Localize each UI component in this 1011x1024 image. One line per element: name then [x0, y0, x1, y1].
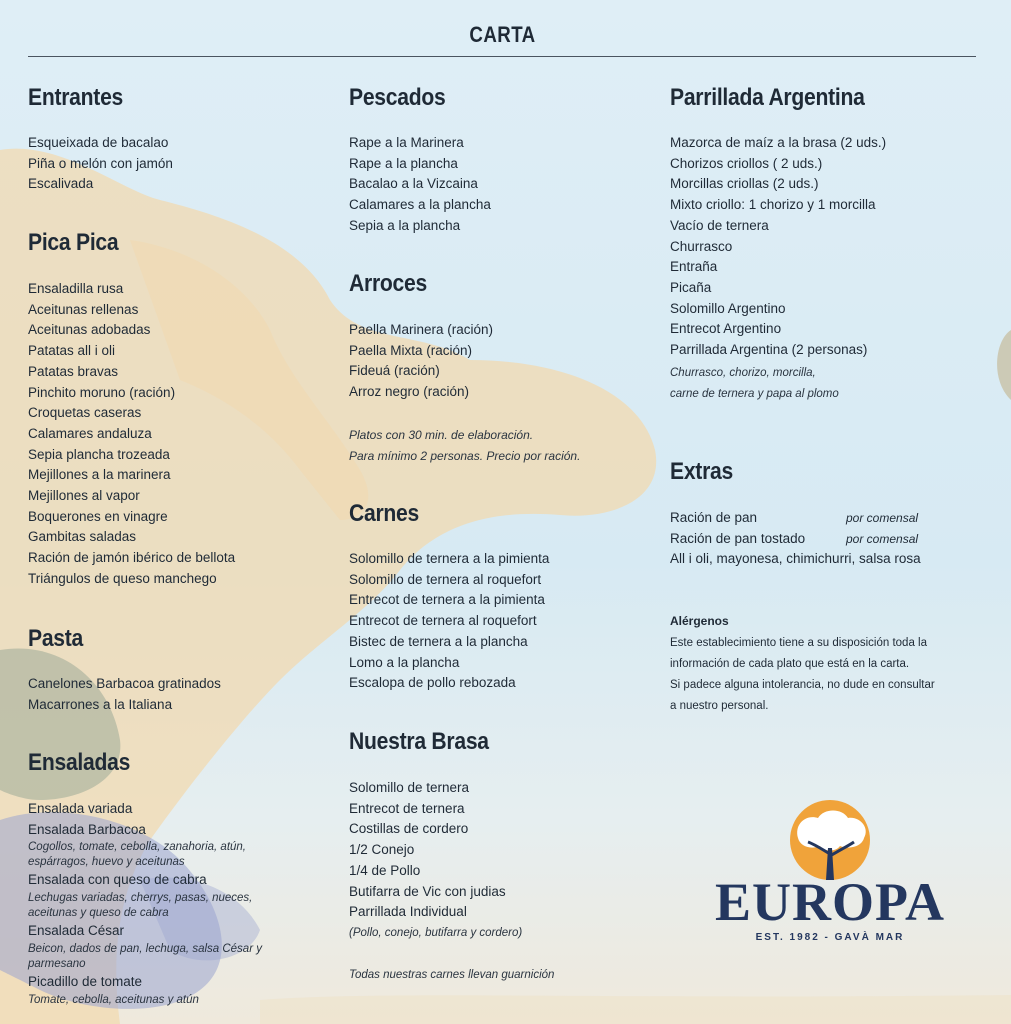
menu-item-name: Ensalada Barbacoa — [28, 821, 146, 837]
menu-item: Croquetas caseras — [28, 405, 142, 421]
menu-item: Bistec de ternera a la plancha — [349, 633, 528, 649]
menu-item-description: Beicon, dados de pan, lechuga, salsa César y parmesano — [28, 942, 262, 970]
menu-item-name: Ensalada variada — [28, 801, 133, 816]
menu-item: Gambitas saladas — [28, 529, 137, 545]
menu-item: Rape a la Marinera — [349, 135, 464, 150]
menu-item: Churrasco — [670, 238, 733, 254]
menu-item: Aceitunas adobadas — [28, 322, 151, 338]
menu-item: Patatas bravas — [28, 363, 119, 379]
ensaladas-list — [28, 799, 268, 1008]
menu-item: Esqueixada de bacalao — [28, 135, 169, 150]
extras-item — [670, 549, 921, 570]
menu-item-name: Ensalada César — [28, 923, 125, 939]
section-heading-pasta: Pasta — [28, 625, 84, 652]
section-heading-pescados: Pescados — [349, 84, 446, 111]
menu-item: Lomo a la plancha — [349, 654, 460, 670]
menu-item-name: Picadillo de tomate — [28, 973, 143, 989]
menu-item — [28, 972, 268, 1008]
menu-item: Butifarra de Vic con judias — [349, 883, 506, 899]
menu-item: Calamares a la plancha — [349, 197, 491, 213]
alergenos-line: a nuestro personal. — [670, 700, 769, 712]
menu-item: Morcillas criollas (2 uds.) — [670, 176, 819, 192]
arroces-note-min: Para mínimo 2 personas. Precio por ración. — [349, 449, 581, 463]
nuestra-brasa-note-items: (Pollo, conejo, butifarra y cordero) — [349, 927, 523, 939]
menu-item: Solomillo de ternera a la pimienta — [349, 551, 550, 566]
section-heading-parrillada: Parrillada Argentina — [670, 84, 865, 111]
extras-item-name: Ración de pan tostado — [670, 530, 806, 546]
section-heading-extras: Extras — [670, 458, 734, 485]
menu-item-name: Ensalada con queso de cabra — [28, 872, 207, 888]
parrillada-note-line2: carne de ternera y papa al plomo — [670, 388, 839, 400]
menu-item: Bacalao a la Vizcaina — [349, 176, 478, 192]
pasta-list — [28, 674, 221, 715]
logo-tagline: EST. 1982 - GAVÀ MAR — [755, 932, 905, 943]
menu-item — [28, 799, 268, 820]
section-heading-pica-pica: Pica Pica — [28, 229, 119, 256]
nuestra-brasa-list — [349, 778, 506, 923]
extras-item-unit: por comensal — [846, 511, 919, 525]
alergenos-line: información de cada plato que está en la carta. — [670, 658, 910, 670]
menu-item: Mazorca de maíz a la brasa (2 uds.) — [670, 135, 887, 150]
menu-item: Entrecot de ternera a la pimienta — [349, 592, 545, 608]
menu-item: Sepia a la plancha — [349, 217, 461, 233]
extras-item-name: Ración de pan — [670, 510, 758, 525]
pescados-list — [349, 133, 491, 237]
section-heading-arroces: Arroces — [349, 270, 427, 297]
menu-item: Paella Mixta (ración) — [349, 342, 473, 358]
menu-item: Ración de jamón ibérico de bellota — [28, 550, 236, 566]
menu-item: Mejillones a la marinera — [28, 467, 171, 483]
menu-item: Solomillo de ternera al roquefort — [349, 571, 542, 587]
menu-item-description: Cogollos, tomate, cebolla, zanahoria, atún, espárragos, huevo y aceitunas — [28, 841, 246, 869]
alergenos-text — [670, 633, 935, 717]
extras-item — [670, 529, 921, 550]
menu-item: Parrillada Individual — [349, 904, 467, 920]
arroces-list — [349, 320, 493, 403]
alergenos-title: Alérgenos — [670, 614, 729, 628]
menu-item: Escalopa de pollo rebozada — [349, 675, 516, 691]
nuestra-brasa-footer-note: Todas nuestras carnes llevan guarnición — [349, 969, 555, 981]
menu-item — [28, 870, 268, 921]
menu-item: Arroz negro (ración) — [349, 384, 470, 400]
logo-wordmark: EUROPA — [715, 872, 945, 932]
menu-item: Ensaladilla rusa — [28, 281, 124, 296]
menu-item: Macarrones a la Italiana — [28, 696, 173, 712]
europa-logo — [690, 798, 970, 948]
menu-item: Entraña — [670, 259, 718, 275]
section-heading-ensaladas: Ensaladas — [28, 749, 131, 776]
carnes-list — [349, 549, 549, 694]
entrantes-list — [28, 133, 173, 195]
menu-item: Solomillo de ternera — [349, 780, 470, 795]
menu-item: Entrecot de ternera al roquefort — [349, 613, 537, 629]
menu-item: Calamares andaluza — [28, 425, 152, 441]
menu-item: Costillas de cordero — [349, 821, 469, 837]
menu-item: Vacío de ternera — [670, 217, 769, 233]
section-heading-carnes: Carnes — [349, 500, 420, 527]
menu-item: Mejillones al vapor — [28, 488, 140, 504]
menu-item: Escalivada — [28, 176, 94, 192]
menu-item: Parrillada Argentina (2 personas) — [670, 342, 868, 358]
menu-item: Picaña — [670, 279, 712, 295]
extras-item — [670, 508, 921, 529]
parrillada-note-line1: Churrasco, chorizo, morcilla, — [670, 367, 816, 379]
menu-item: Paella Marinera (ración) — [349, 322, 494, 337]
menu-item-description: Lechugas variadas, cherrys, pasas, nueces, aceitunas y queso de cabra — [28, 892, 253, 920]
pica-pica-list — [28, 279, 235, 590]
menu-item: 1/2 Conejo — [349, 842, 415, 858]
menu-item: Rape a la plancha — [349, 155, 458, 171]
title-divider — [28, 56, 976, 57]
page-title: CARTA — [469, 22, 536, 47]
section-heading-entrantes: Entrantes — [28, 84, 124, 111]
menu-item: Fideuá (ración) — [349, 363, 440, 379]
extras-item-name: All i oli, mayonesa, chimichurri, salsa rosa — [670, 551, 921, 567]
menu-item: Patatas all i oli — [28, 343, 116, 359]
alergenos-line: Este establecimiento tiene a su disposición toda la — [670, 637, 927, 649]
menu-item: Entrecot de ternera — [349, 800, 465, 816]
menu-item: Chorizos criollos ( 2 uds.) — [670, 155, 823, 171]
parrillada-list — [670, 133, 886, 361]
menu-item: Pinchito moruno (ración) — [28, 384, 176, 400]
menu-item: Triángulos de queso manchego — [28, 570, 217, 586]
menu-item — [28, 921, 268, 972]
menu-item — [28, 820, 268, 871]
menu-item: Canelones Barbacoa gratinados — [28, 676, 221, 691]
alergenos-line: Si padece alguna intolerancia, no dude en consultar — [670, 679, 935, 691]
extras-list — [670, 508, 921, 570]
menu-item: Mixto criollo: 1 chorizo y 1 morcilla — [670, 197, 876, 213]
menu-item: Aceitunas rellenas — [28, 301, 139, 317]
menu-item: Boquerones en vinagre — [28, 508, 168, 524]
menu-item: Sepia plancha trozeada — [28, 446, 170, 462]
section-heading-nuestra-brasa: Nuestra Brasa — [349, 728, 489, 755]
menu-item-description: Tomate, cebolla, aceitunas y atún — [28, 993, 199, 1006]
menu-item: Entrecot Argentino — [670, 321, 782, 337]
menu-item: Piña o melón con jamón — [28, 155, 173, 171]
arroces-note-time: Platos con 30 min. de elaboración. — [349, 428, 534, 442]
menu-item: 1/4 de Pollo — [349, 862, 421, 878]
menu-item: Solomillo Argentino — [670, 300, 786, 316]
extras-item-unit: por comensal — [846, 531, 919, 546]
